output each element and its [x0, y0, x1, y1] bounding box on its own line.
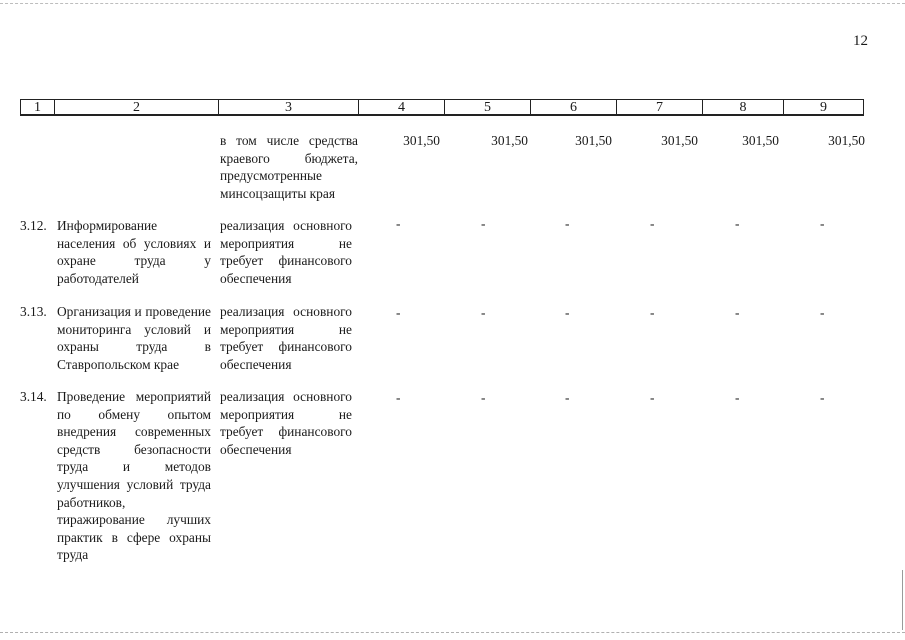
cell-col3-funding-note: реализация основного мероприятия не требует финансового обеспечения	[220, 389, 352, 457]
value-col4: -	[396, 305, 401, 320]
value-col5: -	[481, 305, 486, 320]
value-col5: 301,50	[491, 133, 528, 148]
header-col-5: 5	[445, 100, 531, 114]
value-col6: -	[565, 390, 570, 405]
header-col-4: 4	[359, 100, 445, 114]
page-number: 12	[853, 33, 868, 49]
row-number: 3.12.	[20, 218, 47, 233]
value-col9: -	[820, 390, 825, 405]
value-col9: 301,50	[828, 133, 865, 148]
header-col-2: 2	[55, 100, 219, 114]
row-number: 3.13.	[20, 304, 47, 319]
value-col8: 301,50	[742, 133, 779, 148]
value-col9: -	[820, 216, 825, 231]
row-number: 3.14.	[20, 389, 47, 404]
cell-col2-activity: Проведение мероприятий по обмену опытом внедрения современных средств безопасности труда и методов улучшения условий труда работников, тиражирование лучших практик в сфере охраны труда	[57, 389, 211, 563]
cell-col3-funding-source: в том числе средства краевого бюджета, предусмотренные минсоцзащиты края	[220, 133, 358, 201]
value-col6: -	[565, 305, 570, 320]
cell-col2-activity: Организация и проведение мониторинга условий и охраны труда в Ставропольском крае	[57, 304, 211, 372]
value-col4: -	[396, 216, 401, 231]
cell-col3-funding-note: реализация основного мероприятия не требует финансового обеспечения	[220, 218, 352, 286]
scan-edge-top	[0, 3, 905, 4]
value-col4: -	[396, 390, 401, 405]
value-col7: -	[650, 390, 655, 405]
cell-col3-funding-note: реализация основного мероприятия не требует финансового обеспечения	[220, 304, 352, 372]
header-col-6: 6	[531, 100, 617, 114]
header-col-1: 1	[21, 100, 55, 114]
scan-edge-bottom	[0, 632, 905, 633]
value-col5: -	[481, 390, 486, 405]
header-col-3: 3	[219, 100, 359, 114]
value-col7: -	[650, 305, 655, 320]
table-header-row	[20, 99, 864, 116]
value-col7: 301,50	[661, 133, 698, 148]
value-col8: -	[735, 216, 740, 231]
header-col-7: 7	[617, 100, 703, 114]
value-col4: 301,50	[403, 133, 440, 148]
header-col-9: 9	[820, 100, 827, 115]
value-col8: -	[735, 305, 740, 320]
value-col7: -	[650, 216, 655, 231]
scan-edge-right	[902, 570, 903, 630]
header-col-8: 8	[703, 100, 784, 114]
value-col6: 301,50	[575, 133, 612, 148]
value-col5: -	[481, 216, 486, 231]
cell-col2-activity: Информирование населения об условиях и охране труда у работодателей	[57, 218, 211, 286]
value-col8: -	[735, 390, 740, 405]
value-col9: -	[820, 305, 825, 320]
value-col6: -	[565, 216, 570, 231]
